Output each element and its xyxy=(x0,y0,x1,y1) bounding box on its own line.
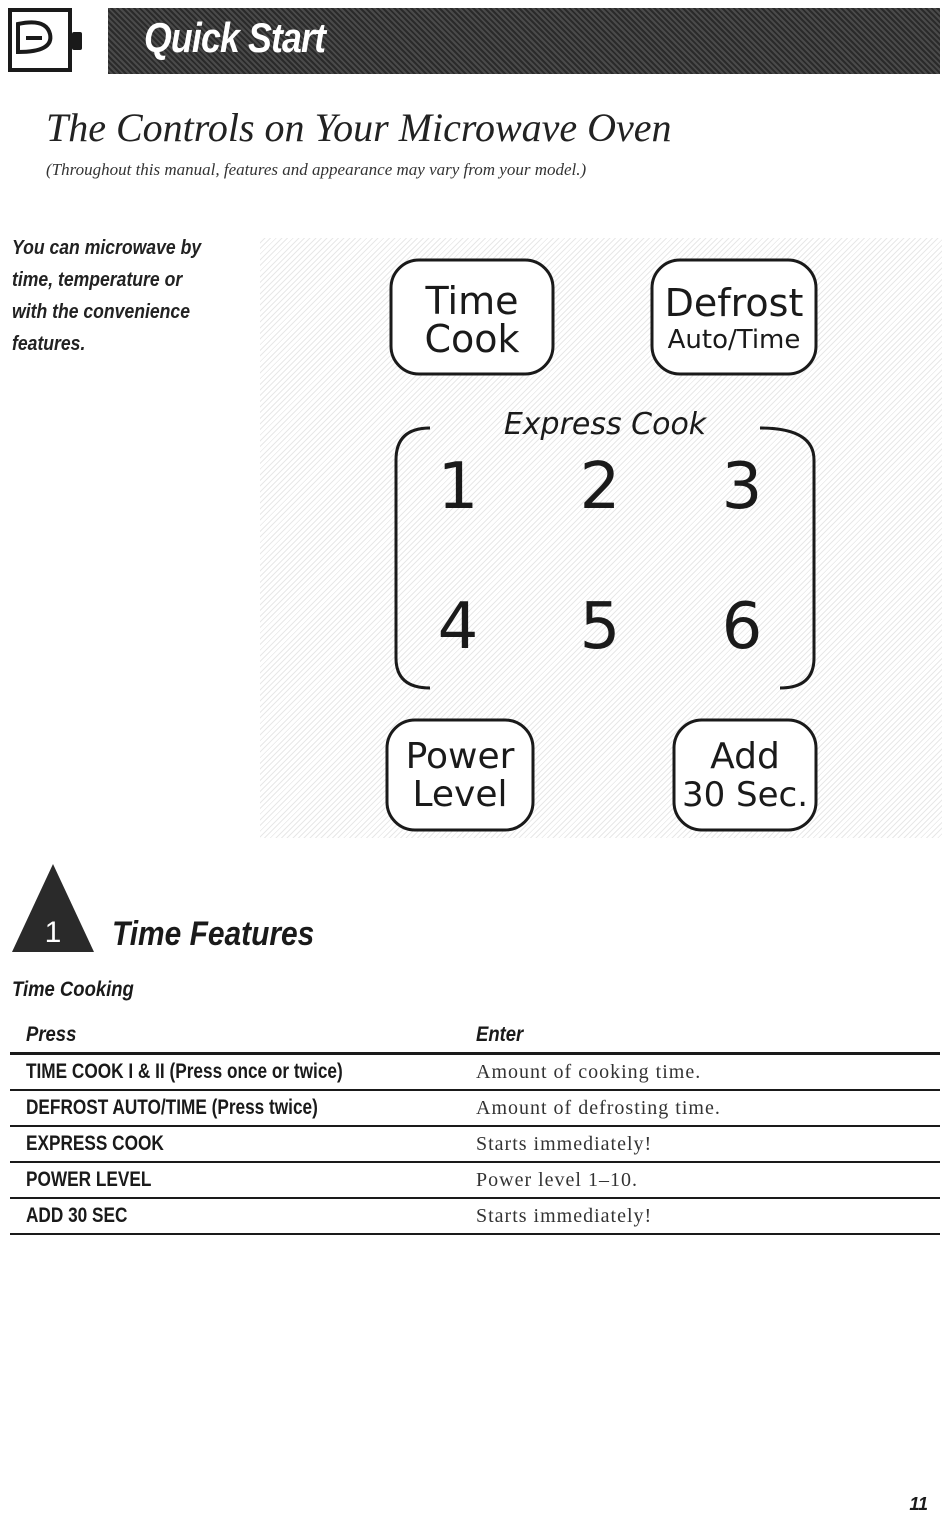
row-enter: Power level 1–10. xyxy=(476,1168,638,1191)
microwave-logo-icon xyxy=(8,8,72,72)
power-level-label-1: Power xyxy=(405,736,515,777)
control-panel-illustration xyxy=(260,238,942,838)
row-enter: Starts immediately! xyxy=(476,1204,653,1227)
logo-accent-icon xyxy=(72,32,82,50)
time-cook-label-2: Cook xyxy=(424,317,520,361)
key-1: 1 xyxy=(437,450,479,524)
key-6: 6 xyxy=(721,590,763,664)
header-banner xyxy=(108,8,940,74)
row-press: EXPRESS COOK xyxy=(26,1132,164,1155)
time-cook-button xyxy=(391,260,553,374)
add-30-sec-label-1: Add xyxy=(710,736,780,777)
express-cook-label: Express Cook xyxy=(503,407,707,442)
defrost-label-2: Auto/Time xyxy=(667,325,801,355)
row-enter: Starts immediately! xyxy=(476,1132,653,1155)
row-press: DEFROST AUTO/TIME (Press twice) xyxy=(26,1096,318,1119)
row-enter: Amount of defrosting time. xyxy=(476,1096,721,1119)
time-cook-label-1: Time xyxy=(425,279,519,323)
side-note: You can microwave by time, temperature or with the convenience features. xyxy=(12,237,202,355)
key-3: 3 xyxy=(721,450,763,524)
time-features-table xyxy=(10,1018,940,1235)
row-enter: Amount of cooking time. xyxy=(476,1060,702,1083)
page-subtitle: (Throughout this manual, features and appearance may vary from your model.) xyxy=(46,160,587,179)
table-row xyxy=(10,1055,940,1091)
page-title: The Controls on Your Microwave Oven xyxy=(46,105,672,150)
banner-title: Quick Start xyxy=(144,14,326,61)
table-row xyxy=(10,1127,940,1163)
key-4: 4 xyxy=(437,590,479,664)
table-row xyxy=(10,1199,940,1235)
header-press: Press xyxy=(26,1023,77,1046)
power-level-label-2: Level xyxy=(412,774,508,815)
row-press: ADD 30 SEC xyxy=(26,1204,128,1227)
page-number: 11 xyxy=(909,1494,928,1514)
defrost-button xyxy=(652,260,816,374)
header-enter: Enter xyxy=(476,1023,524,1046)
table-header xyxy=(10,1018,940,1055)
power-level-button xyxy=(387,720,533,830)
section-title: Time Features xyxy=(112,915,315,953)
key-5: 5 xyxy=(579,590,621,664)
section-number: 1 xyxy=(44,916,62,949)
row-press: TIME COOK I & II (Press once or twice) xyxy=(26,1060,343,1083)
defrost-label-1: Defrost xyxy=(664,281,804,325)
table-row xyxy=(10,1091,940,1127)
table-row xyxy=(10,1163,940,1199)
add-30-sec-button xyxy=(674,720,816,830)
add-30-sec-label-2: 30 Sec. xyxy=(681,775,809,815)
row-press: POWER LEVEL xyxy=(26,1168,152,1191)
key-2: 2 xyxy=(579,450,621,524)
section-triangle-icon xyxy=(10,862,96,954)
subsection-title: Time Cooking xyxy=(12,978,134,1001)
